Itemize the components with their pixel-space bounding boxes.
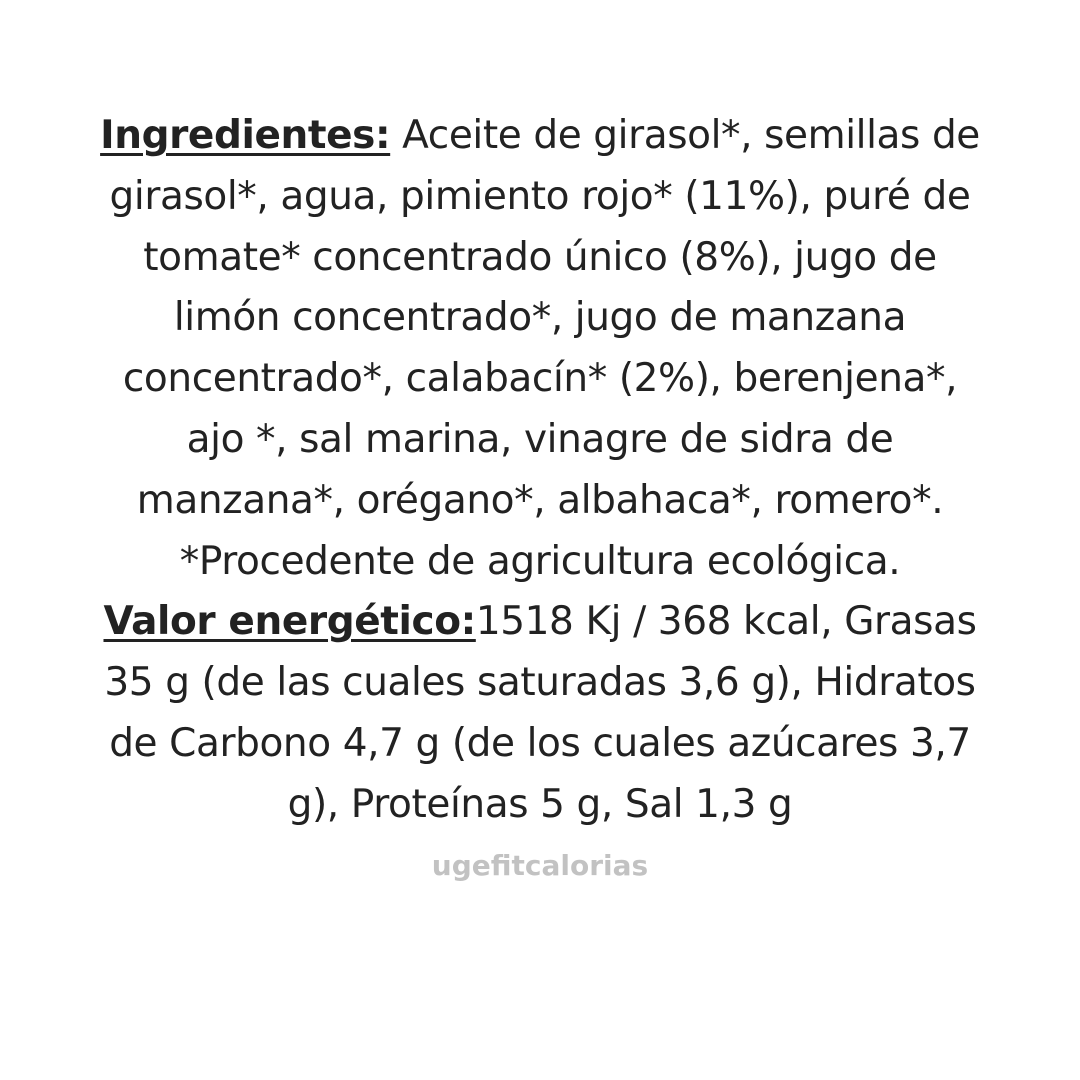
- watermark: ugefitcalorias: [431, 849, 649, 882]
- nutrition-label: Valor energético:: [103, 599, 476, 645]
- nutrition-text: 1518 Kj / 368 kcal, Grasas 35 g (de las cuales saturadas 3,6 g), Hidratos de Carbono 4,7 g (de los cuales azúcares 3,7 g), Proteínas 5 g, Sal 1,3 g: [104, 599, 977, 827]
- nutrition-paragraph: [100, 592, 980, 835]
- ingredients-text: Aceite de girasol*, semillas de girasol*, agua, pimiento rojo* (11%), puré de tomate* concentrado único (8%), jugo de limón concentrado*, jugo de manzana concentrado*, calabacín* (2%), berenjena*, ajo *, sal marina, vinagre de sidra de manzana*, orégano*, albahaca*, romero*. *Procedente de agricultura ecológica.: [109, 113, 980, 584]
- ingredients-paragraph: [100, 106, 980, 592]
- ingredients-label: Ingredientes:: [100, 113, 391, 158]
- product-info-text: [100, 106, 980, 836]
